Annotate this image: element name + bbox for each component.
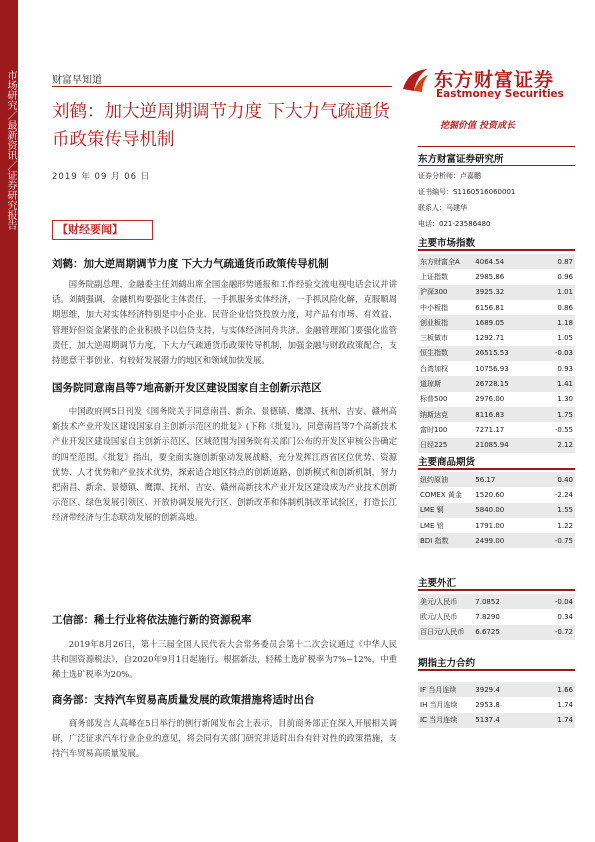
table-row [418, 346, 575, 361]
row-change: 0.86 [557, 303, 573, 312]
row-value: 5137.4 [473, 713, 542, 728]
row-value: 1292.71 [475, 334, 505, 343]
row-change: 0.87 [542, 254, 575, 269]
side-strip-label: 市场研究／最新资讯／证券研究报告 [5, 70, 16, 230]
row-change: -0.03 [542, 346, 575, 361]
row-value: 7.0852 [473, 594, 542, 609]
row-change: 0.93 [557, 364, 573, 373]
row-name: IF 当月连续 [418, 682, 473, 697]
row-change: 0.34 [557, 612, 573, 621]
commodity-table [418, 472, 575, 548]
contact-person: 联系人：马建华 [418, 204, 467, 212]
table-row [418, 407, 575, 422]
row-value: 2499.00 [473, 533, 542, 548]
row-name: 恒生指数 [418, 346, 473, 361]
research-divider [418, 146, 575, 147]
row-change: 1.74 [542, 713, 575, 728]
row-value: 21085.94 [473, 438, 542, 453]
article-heading: 商务部：支持汽车贸易高质量发展的政策措施将适时出台 [52, 694, 315, 706]
row-change: 1.22 [557, 521, 573, 530]
row-value: 1520.60 [475, 490, 505, 499]
article-heading: 工信部：稀土行业将依法施行新的资源税率 [52, 614, 252, 626]
row-value: 7271.17 [475, 425, 505, 434]
row-value: 56.17 [473, 472, 542, 487]
table-row [418, 285, 575, 300]
row-change: 1.18 [542, 315, 575, 330]
row-name: 欧元/人民币 [420, 612, 458, 621]
table-row [418, 625, 575, 640]
table-row [418, 533, 575, 548]
table-row [418, 518, 575, 533]
table-row [418, 422, 575, 437]
contact-phone: 电话：021-23586480 [418, 220, 491, 228]
row-name: 中小板指 [420, 303, 448, 312]
row-name: 富时100 [420, 425, 448, 434]
article-heading: 刘鹤：加大逆周期调节力度 下大力气疏通货币政策传导机制 [52, 258, 329, 270]
report-date: 2019 年 09 月 06 日 [52, 172, 151, 182]
logo-mark-icon [400, 65, 430, 95]
row-value: 26728.15 [473, 376, 542, 391]
row-change: 1.55 [542, 503, 575, 518]
table-row [418, 376, 575, 391]
report-kicker: 财富早知道 [52, 75, 102, 86]
row-change: 1.05 [557, 334, 573, 343]
row-value: 5840.00 [473, 503, 542, 518]
row-value: 10756.93 [475, 364, 509, 373]
row-name: 日经225 [418, 438, 473, 453]
row-value: 8116.83 [473, 407, 542, 422]
table-row [418, 472, 575, 487]
row-name: 标普500 [420, 395, 448, 404]
row-change: 1.74 [557, 700, 573, 709]
row-value: 4064.54 [473, 254, 542, 269]
row-change: 1.66 [542, 682, 575, 697]
row-value: 1791.00 [475, 521, 505, 530]
row-change: 2.12 [542, 438, 575, 453]
row-name: 纽约原油 [418, 472, 473, 487]
fx-table [418, 594, 575, 640]
row-name: 上证指数 [420, 272, 448, 281]
table-title-indices: 主要市场指数 [418, 238, 476, 249]
row-change: -0.04 [542, 594, 575, 609]
table-row [418, 609, 575, 624]
row-value: 6.6725 [473, 625, 542, 640]
article-body: 国务院副总理、金融委主任刘鹤出席全国金融形势通报和工作经验交流电视电话会议并讲话。刘鹤强调，金融机构要强化主体责任，一手抓服务实体经济，一手抓风险化解，克服顺周期思维，加大对实体经济特别是中小企业、民营企业信贷投放力度，对产品有市场、有效益、管理好但资金紧张的企业积极予以信贷支持，与实体经济同舟共济。金融管理部门要强化监管责任，加大逆周期调节力度，下大力气疏通货币政策传导机制，加强金融与财政政策配合，支持愿意干事创业、有较好发展潜力的地区和领域加快发展。 [52, 279, 397, 366]
row-change: 1.01 [542, 285, 575, 300]
section-label: 【财经要闻】 [52, 220, 153, 240]
certificate-number: 证书编号：S1160516060001 [418, 188, 516, 196]
table-title-fx: 主要外汇 [418, 578, 457, 589]
company-logo [400, 63, 570, 103]
report-title: 刘鹤：加大逆周期调节力度 下大力气疏通货币政策传导机制 [52, 102, 391, 150]
market-index-table [418, 254, 575, 453]
row-name: 纳斯达克 [418, 407, 473, 422]
analyst-name: 证券分析师：卢嘉鹏 [418, 172, 481, 180]
row-name: 道琼斯 [418, 376, 473, 391]
table-rule [418, 468, 575, 470]
row-name: 东方财富全A [418, 254, 473, 269]
table-row [418, 254, 575, 269]
row-name: 百日元/人民币 [418, 625, 473, 640]
table-rule [418, 669, 575, 671]
table-rule [418, 589, 575, 591]
table-title-futures: 期指主力合约 [418, 658, 476, 669]
row-change: 1.75 [542, 407, 575, 422]
table-row [418, 697, 575, 712]
table-row [418, 713, 575, 728]
logo-name-cn: 东方财富证券 [434, 69, 555, 91]
row-value: 2976.00 [475, 395, 505, 404]
company-slogan: 挖掘价值 投资成长 [440, 121, 516, 131]
article-heading: 国务院同意南昌等7地高新开发区建设国家自主创新示范区 [52, 382, 322, 394]
row-value: 6156.81 [475, 303, 505, 312]
row-change: -0.75 [542, 533, 575, 548]
row-value: 2985.86 [475, 272, 505, 281]
futures-table [418, 682, 575, 728]
research-divider [418, 165, 575, 166]
table-row [418, 594, 575, 609]
table-row [418, 438, 575, 453]
research-institute-title: 东方财富证券研究所 [418, 154, 504, 165]
row-change: -2.24 [554, 490, 573, 499]
article-body: 2019年8月26日，第十三届全国人民代表大会常务委员会第十二次会议通过《中华人民共和国资源税法》，自2020年9月1日起施行。根据新法，轻稀土选矿税率为7%~12%，中重稀土选矿税率为20%。 [52, 639, 397, 680]
row-value: 3929.4 [473, 682, 542, 697]
row-change: 0.96 [557, 272, 573, 281]
row-change: 1.41 [542, 376, 575, 391]
table-title-commodities: 主要商品期货 [418, 457, 476, 468]
table-row [418, 269, 575, 284]
row-change: -0.55 [554, 425, 573, 434]
table-row [418, 315, 575, 330]
row-name: IH 当月连续 [420, 700, 458, 709]
table-row [418, 392, 575, 407]
header-divider [52, 86, 392, 87]
row-change: 1.30 [557, 395, 573, 404]
row-name: BDI 指数 [418, 533, 473, 548]
row-value: 7.8290 [475, 612, 500, 621]
row-value: 2953.8 [475, 700, 500, 709]
row-name: 三板做市 [420, 334, 448, 343]
table-row [418, 361, 575, 376]
table-row [418, 682, 575, 697]
table-row [418, 330, 575, 345]
table-rule [418, 249, 575, 251]
row-value: 26515.53 [473, 346, 542, 361]
table-row [418, 300, 575, 315]
row-name: COMEX 黄金 [420, 490, 462, 499]
side-strip [0, 0, 18, 842]
table-row [418, 503, 575, 518]
row-name: 台湾加权 [420, 364, 448, 373]
article-body: 中国政府网5日刊发《国务院关于同意南昌、新余、景德镇、鹰潭、抚州、吉安、赣州高新技术产业开发区建设国家自主创新示范区的批复》(下称《批复》)，同意南昌等7个高新技术产业开发区建设国家自主创新示范区，区域范围为国务院有关部门公布的开发区审核公告确定的四至范围。《批复》指出，要全面实施创新驱动发展战略，充分发挥江西省区位优势、资源优势、人才优势和产业技术优势，探索适合地区特点的创新道路、创新模式和创新机制，努力把南昌、新余、景德镇、鹰潭、抚州、吉安、赣州高新技术产业开发区建设成为产业技术创新示范区、绿色发展引领区、开放协调发展先行区、创新改革和体制机制改革试验区，打造长江经济带经济与生态联动发展的创新高地。 [52, 406, 397, 523]
logo-name-en: Eastmoney Securities [436, 88, 564, 100]
row-change: -0.72 [542, 625, 575, 640]
row-name: IC 当月连续 [418, 713, 473, 728]
row-value: 1689.05 [473, 315, 542, 330]
article-body: 商务部发言人高峰在5日举行的例行新闻发布会上表示，目前商务部正在深入开展相关调研，广泛征求汽车行业企业的意见，将会同有关部门研究并适时出台有针对性的政策措施，支持汽车贸易高质量发展。 [52, 718, 397, 759]
row-change: 0.40 [542, 472, 575, 487]
row-name: 美元/人民币 [418, 594, 473, 609]
row-name: 沪深300 [418, 285, 473, 300]
row-value: 3925.32 [473, 285, 542, 300]
table-row [418, 487, 575, 502]
row-name: LME 铜 [418, 503, 473, 518]
row-name: LME 铝 [420, 521, 444, 530]
row-name: 创业板指 [418, 315, 473, 330]
